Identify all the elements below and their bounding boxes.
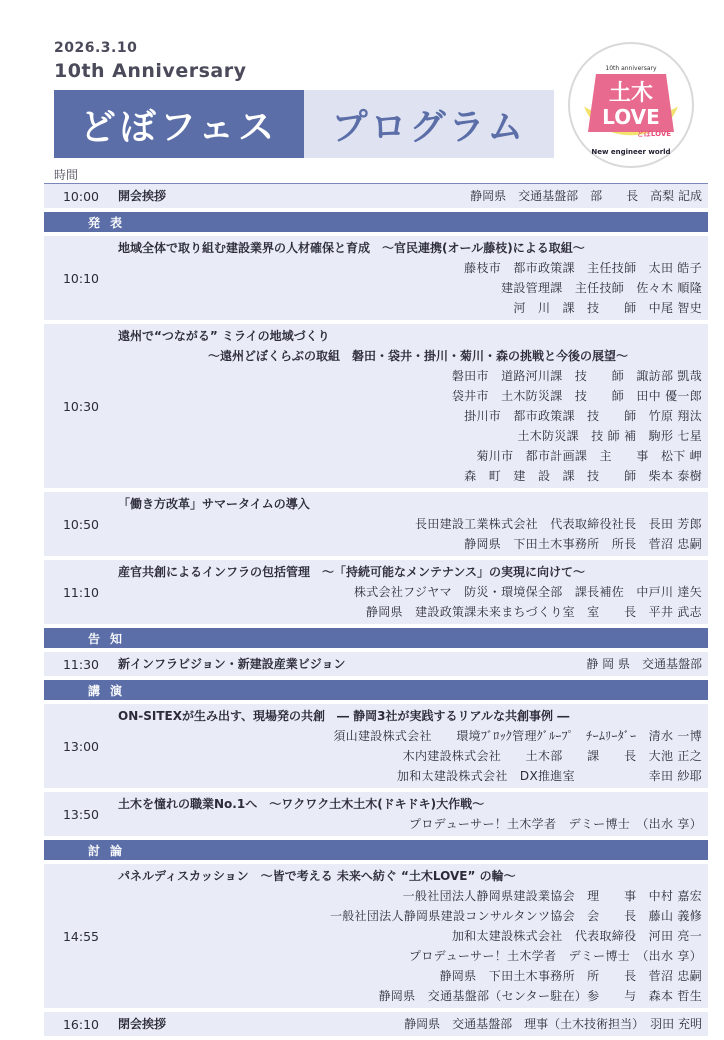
time-cell: 13:00 bbox=[62, 738, 100, 754]
section-header bbox=[44, 840, 708, 864]
time-cell: 11:10 bbox=[62, 584, 100, 600]
program-row bbox=[44, 792, 708, 840]
presenter-line: 森 町 建 設 課 技 師 柴本 泰樹 bbox=[464, 469, 702, 483]
anniversary-label: 10th Anniversary bbox=[54, 60, 247, 82]
time-cell: 14:55 bbox=[62, 928, 100, 944]
program-row bbox=[44, 324, 708, 492]
program-body bbox=[118, 652, 708, 676]
presenter-line: 加和太建設株式会社 代表取締役 河田 亮一 bbox=[451, 929, 702, 943]
presenter-line: プロデューサー！土木学者 デミー博士 （出水 享） bbox=[409, 817, 702, 831]
program-body bbox=[118, 864, 708, 1008]
session-title: 閉会挨拶 bbox=[118, 1017, 167, 1031]
svg-text:New engineer world: New engineer world bbox=[591, 148, 671, 156]
presenter-line: 静岡県 交通基盤部 理事（土木技術担当） 羽田 充明 bbox=[404, 1017, 702, 1031]
session-title: 産官共創によるインフラの包括管理 ～「持続可能なメンテナンス」の実現に向けて～ bbox=[118, 565, 586, 579]
presenter-line: 静岡県 下田土木事務所 所長 菅沼 忠嗣 bbox=[464, 537, 702, 551]
program-body bbox=[118, 492, 708, 556]
presenter-line: 長田建設工業株式会社 代表取締役社長 長田 芳郎 bbox=[414, 517, 702, 531]
program-rows bbox=[44, 184, 708, 1040]
presenter-line: 静岡県 交通基盤部 部 長 高梨 記成 bbox=[470, 189, 702, 203]
program-body bbox=[118, 324, 708, 488]
program-body bbox=[118, 184, 708, 208]
time-cell: 10:00 bbox=[62, 188, 100, 204]
session-title: 「働き方改革」サマータイムの導入 bbox=[118, 497, 310, 511]
program-body bbox=[118, 1012, 708, 1036]
presenter-line: 静岡県 交通基盤部（センター駐在）参 与 森本 哲生 bbox=[378, 989, 702, 1003]
time-cell: 13:50 bbox=[62, 806, 100, 822]
presenter-line: 木内建設株式会社 土木部 課 長 大池 正之 bbox=[402, 749, 702, 763]
section-header bbox=[44, 628, 708, 652]
time-cell: 10:50 bbox=[62, 516, 100, 532]
presenter-line: 静 岡 県 交通基盤部 bbox=[586, 657, 702, 671]
presenter-line: 藤枝市 都市政策課 主任技師 太田 皓子 bbox=[464, 261, 702, 275]
session-title: 遠州で“つながる” ミライの地域づくり bbox=[118, 329, 330, 343]
presenter-line: プロデューサー！土木学者 デミー博士 （出水 享） bbox=[409, 949, 702, 963]
program-body bbox=[118, 236, 708, 320]
session-title: パネルディスカッション ～皆で考える 未来へ紡ぐ “土木LOVE” の輪～ bbox=[118, 869, 516, 883]
program-body bbox=[118, 704, 708, 788]
time-cell: 10:10 bbox=[62, 270, 100, 286]
section-label: 討論 bbox=[88, 843, 133, 858]
dobo-love-logo bbox=[566, 40, 696, 170]
event-date: 2026.3.10 bbox=[54, 40, 138, 56]
program-row bbox=[44, 560, 708, 628]
presenter-line: 建設管理課 主任技師 佐々木 順隆 bbox=[501, 281, 702, 295]
program-row bbox=[44, 492, 708, 560]
program-body bbox=[118, 792, 708, 836]
program-row bbox=[44, 864, 708, 1012]
time-column-header: 時間 bbox=[54, 168, 79, 182]
presenter-line: 加和太建設株式会社 DX推進室 幸田 紗耶 bbox=[396, 769, 702, 783]
session-title: ON-SITEXが生み出す、現場発の共創 ― 静岡3社が実践するリアルな共創事例 ― bbox=[118, 709, 570, 723]
presenter-line: 一般社団法人静岡県建設業協会 理 事 中村 嘉宏 bbox=[402, 889, 702, 903]
presenter-line: 菊川市 都市計画課 主 事 松下 岬 bbox=[476, 449, 702, 463]
section-label: 告知 bbox=[88, 631, 133, 646]
svg-text:土木: 土木 bbox=[608, 81, 654, 106]
presenter-line: 一般社団法人静岡県建設コンサルタンツ協会 会 長 藤山 義修 bbox=[329, 909, 702, 923]
section-label: 発表 bbox=[88, 215, 133, 230]
presenter-line: 須山建設株式会社 環境ﾌﾞﾛｯｸ管理ｸﾞﾙｰﾌﾟ ﾁｰﾑﾘｰﾀﾞｰ 清水 一博 bbox=[333, 729, 702, 743]
section-label: 講演 bbox=[88, 683, 133, 698]
svg-text:どぼLOVE: どぼLOVE bbox=[636, 130, 672, 138]
program-row bbox=[44, 652, 708, 680]
program-row bbox=[44, 236, 708, 324]
presenter-line: 静岡県 下田土木事務所 所 長 菅沼 忠嗣 bbox=[439, 969, 702, 983]
session-title: 土木を憧れの職業No.1へ ～ワクワク土木土木(ドキドキ)大作戦～ bbox=[118, 797, 485, 811]
time-cell: 16:10 bbox=[62, 1016, 100, 1032]
program-row bbox=[44, 184, 708, 212]
session-title: 地域全体で取り組む建設業界の人材確保と育成 ～官民連携(オール藤枝)による取組～ bbox=[118, 241, 585, 255]
presenter-line: 掛川市 都市政策課 技 師 竹原 翔汰 bbox=[464, 409, 702, 423]
presenter-line: 静岡県 建設政策課未来まちづくり室 室 長 平井 武志 bbox=[365, 605, 702, 619]
page-subtitle: プログラム bbox=[304, 90, 554, 158]
page-title: どぼフェス bbox=[54, 90, 304, 158]
presenter-line: 株式会社フジヤマ 防災・環境保全部 課長補佐 中戸川 達矢 bbox=[353, 585, 702, 599]
program-row bbox=[44, 1012, 708, 1040]
presenter-line: 磐田市 道路河川課 技 師 諏訪部 凱哉 bbox=[451, 369, 702, 383]
presenter-line: 河 川 課 技 師 中尾 智史 bbox=[513, 301, 702, 315]
presenter-line: 袋井市 土木防災課 技 師 田中 優一郎 bbox=[451, 389, 702, 403]
session-subtitle: ～遠州どぼくらぶの取組 磐田・袋井・掛川・菊川・森の挑戦と今後の展望～ bbox=[208, 349, 629, 363]
program-table bbox=[44, 183, 708, 1040]
presenter-line: 土木防災課 技 師 補 駒形 七星 bbox=[517, 429, 702, 443]
svg-text:10th anniversary: 10th anniversary bbox=[605, 65, 657, 72]
program-body bbox=[118, 560, 708, 624]
section-header bbox=[44, 212, 708, 236]
svg-text:LOVE: LOVE bbox=[602, 105, 660, 129]
time-cell: 11:30 bbox=[62, 656, 100, 672]
time-cell: 10:30 bbox=[62, 398, 100, 414]
session-title: 開会挨拶 bbox=[118, 189, 167, 203]
section-header bbox=[44, 680, 708, 704]
session-title: 新インフラビジョン・新建設産業ビジョン bbox=[118, 657, 346, 671]
program-row bbox=[44, 704, 708, 792]
